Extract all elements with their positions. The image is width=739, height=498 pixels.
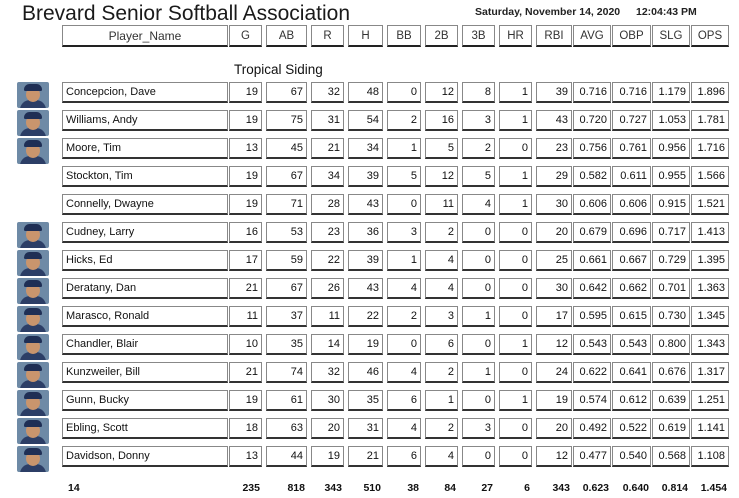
table-row [0,220,739,248]
stat-cell-avg: 0.642 [573,278,611,299]
stat-cell-hr: 0 [499,138,532,159]
stat-cell-h: 43 [348,194,383,215]
stat-cell-g: 19 [229,82,262,103]
stat-cell-ops: 1.363 [691,278,729,299]
column-header-g: G [229,25,262,47]
player-name-cell: Ebling, Scott [62,418,228,439]
stat-cell-hr: 0 [499,250,532,271]
stat-cell-g: 19 [229,110,262,131]
stat-cell-bb: 0 [387,334,421,355]
stat-cell-r: 20 [311,418,344,439]
stat-cell-rbi: 12 [536,334,572,355]
stat-cell-obp: 0.641 [612,362,651,383]
column-header-h: H [348,25,383,47]
player-name-cell: Marasco, Ronald [62,306,228,327]
stat-cell-g: 18 [229,418,262,439]
stat-cell-h: 48 [348,82,383,103]
table-row [0,248,739,276]
stat-cell-rbi: 29 [536,166,572,187]
stat-cell-bb: 3 [387,222,421,243]
stat-cell-2b: 4 [425,446,458,467]
stat-cell-ab: 59 [266,250,307,271]
stat-cell-h: 54 [348,110,383,131]
stat-cell-bb: 4 [387,362,421,383]
stat-cell-slg: 0.800 [652,334,690,355]
stat-cell-ops: 1.521 [691,194,729,215]
stat-cell-obp: 0.727 [612,110,651,131]
report-date: Saturday, November 14, 2020 [475,6,621,18]
stat-cell-avg: 0.543 [573,334,611,355]
report-title: Brevard Senior Softball Association [22,2,351,25]
player-photo [17,110,49,136]
stat-cell-h: 34 [348,138,383,159]
stat-cell-r: 22 [311,250,344,271]
stat-cell-hr: 1 [499,390,532,411]
stat-cell-hr: 1 [499,82,532,103]
totals-rbi: 343 [552,482,570,494]
stat-cell-3b: 8 [462,82,495,103]
column-header-3b: 3B [462,25,495,47]
stat-cell-h: 36 [348,222,383,243]
player-photo [17,362,49,388]
stat-cell-r: 31 [311,110,344,131]
stat-cell-rbi: 25 [536,250,572,271]
stat-cell-ab: 35 [266,334,307,355]
player-name-cell: Davidson, Donny [62,446,228,467]
stat-cell-obp: 0.761 [612,138,651,159]
stat-cell-bb: 2 [387,110,421,131]
stat-cell-rbi: 39 [536,82,572,103]
stat-cell-rbi: 30 [536,278,572,299]
stat-cell-obp: 0.662 [612,278,651,299]
totals-ab: 818 [287,482,305,494]
stat-cell-hr: 1 [499,194,532,215]
totals-r: 343 [324,482,342,494]
stat-cell-obp: 0.611 [612,166,651,187]
stat-cell-ops: 1.108 [691,446,729,467]
stat-cell-avg: 0.679 [573,222,611,243]
stat-cell-slg: 0.956 [652,138,690,159]
stat-cell-h: 46 [348,362,383,383]
table-row [0,332,739,360]
stat-cell-r: 21 [311,138,344,159]
stat-cell-ab: 67 [266,278,307,299]
team-name: Tropical Siding [234,62,323,77]
stat-cell-r: 11 [311,306,344,327]
stat-cell-ops: 1.566 [691,166,729,187]
stat-cell-avg: 0.606 [573,194,611,215]
column-header-slg: SLG [652,25,690,47]
stat-cell-ops: 1.896 [691,82,729,103]
stat-cell-h: 22 [348,306,383,327]
stat-cell-r: 32 [311,82,344,103]
stat-cell-avg: 0.622 [573,362,611,383]
stat-cell-obp: 0.522 [612,418,651,439]
player-photo [17,306,49,332]
stat-cell-avg: 0.492 [573,418,611,439]
stat-cell-ops: 1.395 [691,250,729,271]
stat-cell-hr: 0 [499,418,532,439]
stat-cell-bb: 0 [387,194,421,215]
stat-cell-g: 19 [229,390,262,411]
stat-cell-bb: 5 [387,166,421,187]
stat-cell-hr: 1 [499,166,532,187]
stat-cell-g: 19 [229,166,262,187]
stat-cell-g: 11 [229,306,262,327]
stat-cell-2b: 4 [425,250,458,271]
stat-cell-r: 26 [311,278,344,299]
stat-cell-hr: 0 [499,222,532,243]
stat-cell-h: 19 [348,334,383,355]
table-row [0,164,739,192]
totals-hr: 6 [524,482,530,494]
totals-3b: 27 [481,482,493,494]
stat-cell-rbi: 23 [536,138,572,159]
player-photo [17,334,49,360]
stat-cell-slg: 0.568 [652,446,690,467]
stat-cell-slg: 0.729 [652,250,690,271]
stat-cell-rbi: 43 [536,110,572,131]
stat-cell-ab: 44 [266,446,307,467]
stat-cell-avg: 0.595 [573,306,611,327]
stat-cell-g: 13 [229,446,262,467]
stat-cell-2b: 5 [425,138,458,159]
stat-cell-avg: 0.720 [573,110,611,131]
totals-obp: 0.640 [622,482,649,494]
stat-cell-ab: 75 [266,110,307,131]
stat-cell-ab: 74 [266,362,307,383]
table-row [0,360,739,388]
stat-cell-bb: 1 [387,138,421,159]
stat-cell-slg: 0.701 [652,278,690,299]
stat-cell-hr: 0 [499,446,532,467]
stat-cell-2b: 2 [425,362,458,383]
stat-cell-bb: 6 [387,446,421,467]
stat-cell-obp: 0.606 [612,194,651,215]
column-header-ab: AB [266,25,307,47]
stat-cell-rbi: 19 [536,390,572,411]
stat-cell-bb: 4 [387,418,421,439]
column-header-r: R [311,25,344,47]
stat-cell-3b: 0 [462,390,495,411]
stat-cell-hr: 1 [499,334,532,355]
stat-cell-r: 28 [311,194,344,215]
stat-cell-ops: 1.317 [691,362,729,383]
totals-h: 510 [363,482,381,494]
stat-cell-avg: 0.477 [573,446,611,467]
player-photo [17,446,49,472]
stat-cell-ab: 71 [266,194,307,215]
stat-cell-ops: 1.141 [691,418,729,439]
stat-cell-ab: 67 [266,166,307,187]
totals-g: 235 [242,482,260,494]
stat-cell-g: 16 [229,222,262,243]
player-name-cell: Hicks, Ed [62,250,228,271]
stat-cell-obp: 0.540 [612,446,651,467]
stat-cell-3b: 0 [462,334,495,355]
stat-cell-3b: 3 [462,110,495,131]
stat-cell-h: 31 [348,418,383,439]
stat-cell-rbi: 24 [536,362,572,383]
stat-cell-h: 35 [348,390,383,411]
stat-cell-ab: 53 [266,222,307,243]
stat-cell-3b: 2 [462,138,495,159]
stat-cell-slg: 0.619 [652,418,690,439]
stat-cell-slg: 0.915 [652,194,690,215]
stat-cell-ops: 1.251 [691,390,729,411]
stat-cell-bb: 1 [387,250,421,271]
table-row [0,388,739,416]
column-header-rbi: RBI [536,25,572,47]
column-header-ops: OPS [691,25,729,47]
stat-cell-ab: 67 [266,82,307,103]
stat-cell-g: 21 [229,278,262,299]
stat-cell-ab: 61 [266,390,307,411]
table-row [0,304,739,332]
column-header-2b: 2B [425,25,458,47]
stat-cell-bb: 4 [387,278,421,299]
column-header-player-name: Player_Name [62,25,228,47]
stat-cell-ab: 45 [266,138,307,159]
totals-ops: 1.454 [700,482,727,494]
stat-cell-r: 19 [311,446,344,467]
stat-cell-hr: 1 [499,110,532,131]
stat-cell-2b: 2 [425,222,458,243]
player-name-cell: Stockton, Tim [62,166,228,187]
table-row [0,444,739,472]
stat-cell-3b: 0 [462,222,495,243]
stat-cell-g: 21 [229,362,262,383]
stat-cell-avg: 0.574 [573,390,611,411]
table-row [0,276,739,304]
stat-cell-slg: 0.676 [652,362,690,383]
stat-cell-r: 32 [311,362,344,383]
column-header-obp: OBP [612,25,651,47]
player-name-cell: Gunn, Bucky [62,390,228,411]
player-name-cell: Williams, Andy [62,110,228,131]
stat-cell-hr: 0 [499,362,532,383]
totals-avg: 0.623 [582,482,609,494]
table-row [0,416,739,444]
stat-cell-rbi: 20 [536,222,572,243]
stat-cell-r: 23 [311,222,344,243]
stat-cell-ops: 1.345 [691,306,729,327]
player-name-cell: Connelly, Dwayne [62,194,228,215]
totals-bb: 38 [407,482,419,494]
stat-cell-r: 14 [311,334,344,355]
table-row [0,136,739,164]
stat-cell-rbi: 20 [536,418,572,439]
stat-cell-rbi: 30 [536,194,572,215]
stat-cell-slg: 0.639 [652,390,690,411]
stat-cell-obp: 0.543 [612,334,651,355]
stat-cell-g: 17 [229,250,262,271]
stat-cell-r: 30 [311,390,344,411]
stat-cell-rbi: 12 [536,446,572,467]
stat-cell-obp: 0.612 [612,390,651,411]
stat-cell-r: 34 [311,166,344,187]
stat-cell-slg: 0.730 [652,306,690,327]
stat-cell-3b: 4 [462,194,495,215]
stat-cell-bb: 6 [387,390,421,411]
table-row [0,192,739,220]
stat-cell-2b: 6 [425,334,458,355]
stat-cell-g: 19 [229,194,262,215]
stat-cell-avg: 0.582 [573,166,611,187]
stat-cell-ab: 63 [266,418,307,439]
player-name-cell: Kunzweiler, Bill [62,362,228,383]
player-name-cell: Chandler, Blair [62,334,228,355]
stat-cell-h: 39 [348,166,383,187]
totals-player-count: 14 [68,482,80,494]
stat-cell-g: 13 [229,138,262,159]
stat-cell-slg: 1.053 [652,110,690,131]
stat-cell-2b: 1 [425,390,458,411]
stat-cell-3b: 0 [462,278,495,299]
stat-cell-rbi: 17 [536,306,572,327]
player-name-cell: Moore, Tim [62,138,228,159]
player-name-cell: Deratany, Dan [62,278,228,299]
stat-cell-3b: 1 [462,306,495,327]
column-header-hr: HR [499,25,532,47]
player-photo [17,138,49,164]
stat-cell-3b: 5 [462,166,495,187]
stat-cell-bb: 0 [387,82,421,103]
stat-cell-2b: 3 [425,306,458,327]
stat-cell-ops: 1.781 [691,110,729,131]
player-photo [17,222,49,248]
column-header-avg: AVG [573,25,611,47]
stat-cell-2b: 4 [425,278,458,299]
stat-cell-ops: 1.716 [691,138,729,159]
stat-cell-2b: 11 [425,194,458,215]
stat-cell-hr: 0 [499,306,532,327]
stat-cell-2b: 12 [425,166,458,187]
stat-cell-obp: 0.716 [612,82,651,103]
stat-cell-slg: 0.717 [652,222,690,243]
stat-cell-obp: 0.667 [612,250,651,271]
stat-cell-2b: 2 [425,418,458,439]
stat-cell-g: 10 [229,334,262,355]
table-row [0,80,739,108]
totals-slg: 0.814 [661,482,688,494]
stat-cell-h: 21 [348,446,383,467]
column-header-bb: BB [387,25,421,47]
stat-cell-obp: 0.696 [612,222,651,243]
player-name-cell: Cudney, Larry [62,222,228,243]
stat-cell-2b: 16 [425,110,458,131]
stat-cell-slg: 1.179 [652,82,690,103]
stat-cell-hr: 0 [499,278,532,299]
player-photo [17,250,49,276]
report-time: 12:04:43 PM [636,6,697,18]
stat-cell-bb: 2 [387,306,421,327]
stat-cell-avg: 0.756 [573,138,611,159]
player-photo [17,390,49,416]
stat-cell-3b: 0 [462,446,495,467]
stat-cell-3b: 1 [462,362,495,383]
stat-cell-ops: 1.343 [691,334,729,355]
stat-cell-3b: 0 [462,250,495,271]
player-photo [17,278,49,304]
player-photo [17,82,49,108]
stat-cell-3b: 3 [462,418,495,439]
stat-cell-h: 39 [348,250,383,271]
stat-cell-h: 43 [348,278,383,299]
stat-cell-slg: 0.955 [652,166,690,187]
stat-cell-2b: 12 [425,82,458,103]
stat-cell-ab: 37 [266,306,307,327]
stat-cell-avg: 0.661 [573,250,611,271]
player-name-cell: Concepcion, Dave [62,82,228,103]
stat-cell-avg: 0.716 [573,82,611,103]
table-row [0,108,739,136]
totals-2b: 84 [444,482,456,494]
stat-cell-obp: 0.615 [612,306,651,327]
player-photo [17,418,49,444]
stat-cell-ops: 1.413 [691,222,729,243]
